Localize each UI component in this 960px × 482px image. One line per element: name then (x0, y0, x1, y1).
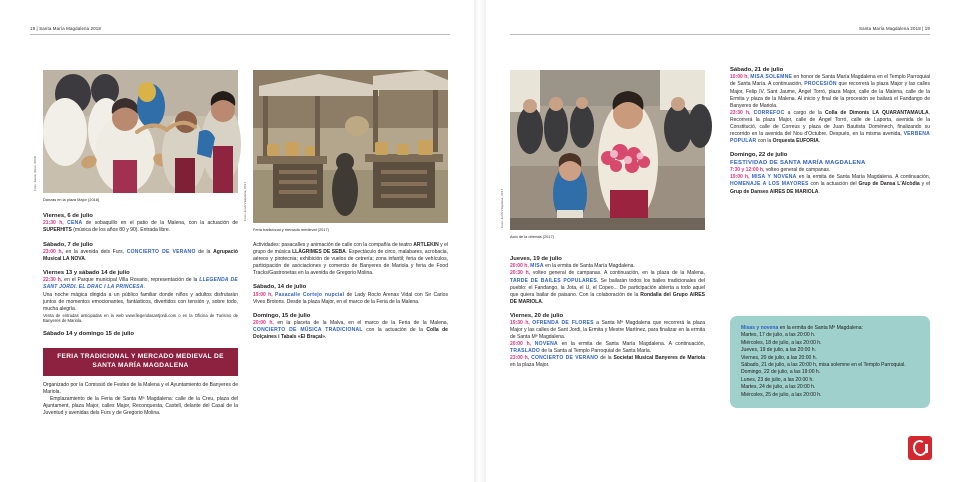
greenbox-item: Lunes, 23 de julio, a las 20:00 h. (741, 376, 814, 383)
entry-event: CONCIERTO DE MÚSICA TRADICIONAL (253, 327, 363, 334)
festivity-subtitle: FESTIVIDAD DE SANTA MARÍA MAGDALENA (730, 160, 866, 167)
entry-text: . (324, 334, 327, 341)
entry-event: MISA SOLEMNE (750, 74, 793, 81)
text-column-2 (253, 242, 448, 341)
entry-note: Venta de entradas anticipadas en la web www.llegendasantjordi.com o en la Oficina de Turismo de Banyeres de Mariola. (43, 312, 238, 324)
entry-hour: 19:30 h, (510, 320, 530, 327)
entry-hour: 21:30 h, (43, 220, 64, 227)
entry-event: Pasacalle Cortejo nupcial (274, 291, 345, 298)
logo-bar-shape (925, 444, 928, 453)
entry-text: Actividades: pasacalles y animación de calle con la compañía de teatro (253, 242, 414, 248)
greenbox-item: Martes, 24 de julio, a las 20:00 h. (741, 384, 816, 391)
entry-event-2: TRASLADO (510, 348, 541, 355)
photo-credit-1: Foto: Javier Abós, 2018 (33, 156, 37, 191)
day-heading: Viernes, 6 de julio (43, 213, 93, 219)
entry-text: . (541, 298, 544, 305)
greenbox-item: Sábado, 21 de julio, a las 20:00 h, misa solemne en el Templo Parroquial. (741, 362, 906, 369)
entry-text: volteo general de campanas. (764, 167, 831, 174)
entry-hour: 20:00 h, (253, 320, 274, 327)
entry-text: en la ermita de Santa María Magdalena. A continuación, (796, 174, 931, 181)
greenbox-item: Domingo, 22 de julio, a las 19:00 h. (741, 369, 821, 376)
entry-text: con la actuación de la (362, 327, 427, 334)
banner-note-2: Emplazamiento de la Feria de Santa Mª Magdalena: calle de la Creu, plaza del Ajuntament, plaza Major, calles Major, Reconquesta, Castell, delante del Casal de la Juventud y avenidas dels Furs y de Gregorio Molina. (43, 396, 238, 417)
text-column-3 (510, 255, 705, 369)
page-gutter-shadow (474, 0, 486, 482)
day-heading: Sábado, 7 de julio (43, 241, 93, 248)
entry-strong: LLÀGRIMES DE SEBA (292, 249, 346, 256)
entry-strong-2: Orquesta EUFORIA (772, 137, 819, 144)
entry-event-2: PROCESIÓN (804, 81, 837, 88)
entry-strong: Societat Musical Banyeres de Mariola (613, 355, 706, 362)
photo-dance-plaza-major (33, 70, 238, 193)
entry-text: en honor de Santa María Magdalena en el Templo Parroquial de Santa María. A continuación, (730, 74, 930, 88)
running-head-right: Santa María Magdalena 2018 | 19 (859, 26, 930, 31)
masses-novena-box (730, 316, 930, 408)
header-rule-right (510, 34, 930, 35)
entry-text: en la plaza Major. (510, 362, 550, 369)
entry-hour: 19:00 h, (730, 174, 750, 181)
entry-text: volteo general de campanas. A continuación, en la plaza de la Malena, (530, 270, 705, 277)
entry-hour: 22:30 h, (43, 277, 63, 284)
entry-text: de la (195, 248, 214, 255)
photo-caption-2: Feria tradicional y mercado medieval (2017) (253, 227, 329, 232)
entry-event: MISA Y NOVENA (751, 174, 797, 181)
entry-strong: ARTLEKIN (413, 242, 439, 248)
entry-text: . (818, 137, 821, 144)
entry-paragraph (510, 355, 705, 369)
entry-text: y el grupo de música (253, 242, 448, 256)
entry-hour: 20:30 h, (510, 270, 531, 277)
entry-paragraph (730, 74, 930, 109)
entry-text: . (818, 188, 820, 195)
entry-paragraph (253, 320, 448, 341)
entry-text: . Se bailarán todos los bailes tradicionales del pueblo: el Fandango, la Jota, el U, el Copeo... De participación abierta a todo aquel que quiera bailar de paisano. Con la colaboración de la (510, 277, 706, 298)
entry-text: de la Santa al Templo Parroquial de Santa María. (540, 348, 652, 355)
text-column-4 (730, 66, 930, 196)
publisher-logo (908, 436, 932, 460)
entry-text: en la avenida dels Furs, (62, 248, 127, 255)
entry-text: en la ermita de Santa María Magdalena. A continuación, (557, 341, 705, 348)
entry-description: Una noche mágica dirigida a un público familiar donde niños y adultos disfrutarán juntos de momentos emocionantes, fantásticos, divertidos con tensión y, sobre todo, mucha alegría. (43, 291, 238, 312)
entry-text: de sobaquillo en el patio de la Malena, con la actuación de (82, 220, 238, 227)
page-right (480, 0, 960, 482)
day-heading: Jueves, 19 de julio (510, 256, 562, 262)
greenbox-item: Viernes, 20 de julio, a las 20:00 h. (741, 354, 817, 361)
text-column-1-after-banner (43, 382, 238, 417)
entry-event: TARDE DE BAILES POPULARES (510, 277, 597, 284)
entry-text: de Lady Rocío Arenas Vidal con Sir Carlos Vives Brotons. Desde la plaza Major, en el marco de la Feria de la Malena. (253, 291, 448, 305)
photo-credit-2: Foto: Jordi Vilaplana, 2017 (243, 181, 247, 221)
header-rule-left (30, 34, 450, 35)
greenbox-title-rest: en la ermita de Santa Mª Magdalena: (778, 325, 863, 331)
photo-medieval-market (243, 70, 448, 223)
entry-strong: Colla de Dolçaines i Tabals «El Braçal» (253, 327, 448, 341)
entry-paragraph (730, 110, 930, 145)
greenbox-title: Misas y novena (741, 325, 779, 331)
entry-hour: 23:00 h, (43, 248, 63, 255)
entry-hour: 23:00 h, (510, 355, 530, 362)
greenbox-item: Jueves, 19 de julio, a las 20:00 h. (741, 347, 816, 354)
day-heading: Viernes, 20 de julio (510, 312, 564, 319)
entry-event: CORREFOC (753, 109, 785, 116)
entry-text: en el Parque municipal Villa Rosario, representación de la (62, 277, 200, 284)
entry-paragraph (510, 270, 705, 305)
day-heading: Sábado, 14 de julio (253, 284, 307, 291)
entry-paragraph (730, 167, 930, 174)
day-heading: Viernes 13 y sábado 14 de julio (43, 270, 130, 276)
photo-ofrenda-de-flores (500, 70, 705, 230)
entry-strong: SUPERHITS (43, 227, 72, 234)
entry-text: y el (919, 181, 930, 188)
entry-paragraph (253, 292, 448, 306)
text-column-1 (43, 212, 238, 338)
entry-hour: 10:00 h, (730, 74, 749, 81)
running-head-left: 18 | Santa María Magdalena 2018 (30, 26, 101, 31)
entry-event: NOVENA (534, 341, 558, 348)
entry-strong: Grup de Dansa L'Alcòdia (858, 181, 920, 188)
entry-hour: 7:30 y 12:00 h, (730, 167, 765, 174)
greenbox-title-line (741, 325, 919, 332)
entry-text: de la (598, 355, 614, 362)
entry-event: OFRENDA DE FLORES (532, 320, 594, 327)
entry-hour: 19:00 h, (253, 291, 273, 298)
entry-paragraph (510, 320, 705, 341)
entry-paragraph (43, 249, 238, 263)
entry-event: MISA (530, 263, 544, 270)
entry-text: que recorrerá la plaza Major y las calles Major, Felip IV, Sant Jaume, Àngel Torró, plaza Major, calle de la Malena, calle de la Ermita y plaza de la Malena. Al inicio y final de la procesión se bailará el Fandango de Banyeres de Mariola. (730, 81, 930, 109)
entry-event: CONCIERTO DE VERANO (531, 355, 599, 362)
entry-paragraph (730, 174, 930, 195)
entry-event-italic: LLEGENDA DE SANT JORDI. EL DRAC I LA PRINCESA (43, 277, 238, 291)
entry-paragraph (510, 341, 705, 355)
entry-hour: 20:00 h, (510, 341, 532, 348)
entry-paragraph (43, 277, 238, 291)
entry-strong-2: Grup de Danses AIRES DE MARIOLA (730, 188, 819, 195)
entry-paragraph (43, 220, 238, 234)
photo-credit-3: Foto: Jordi Vilaplana, 2017 (500, 188, 504, 228)
greenbox-item: Martes, 17 de julio, a las 20:00 h. (741, 332, 816, 339)
entry-text: a Santa Mª Magdalena que recorrerá la plaza Major y las calles de Sant Jordi, la Ermita y Mestre Martínez, para finalizar en la ermita de Santa Mª Magdalena. (510, 320, 705, 341)
entry-text: . Espectáculo de circo, malabares, acrobacia, aéreos y pirotecnia; exhibición de vuelos de cetrería; zona infantil; feria de vehículos, participación de asociaciones y comercio de Banyeres de Mariola y feria de Food Tracks/Gastronetas en la avenida de Gregorio Molina. (253, 249, 448, 277)
entry-text: . (143, 284, 145, 291)
entry-text: en la ermita de Santa María Magdalena. (543, 263, 635, 270)
photo-caption-1: Danzas en la plaza Major (2018) (43, 197, 100, 202)
day-heading: Domingo, 15 de julio (253, 312, 311, 319)
entry-hour: 20:00 h, (510, 263, 529, 270)
entry-text: con la actuación del (808, 181, 859, 188)
day-heading: Sábado 14 y domingo 15 de julio (43, 330, 135, 337)
photo-caption-3: Acto de la ofrenda (2017) (510, 234, 554, 239)
entry-event-3: VERBENA POPULAR (730, 130, 930, 144)
entry-event: CENA (67, 220, 83, 227)
day-heading: Sábado, 21 de julio (730, 67, 784, 73)
entry-text: (música de los años 80 y 90). Entrada libre. (71, 227, 171, 234)
entry-strong: Rondalla del Grupo AIRES DE MARIOLA (510, 291, 705, 305)
entry-text: en la placeta de la Malva, en el marco de la Feria de la Malena, (273, 320, 448, 327)
banner-note-1: Organizado por la Comissió de Festes de la Malena y el Ayuntamiento de Banyeres de Mariola. (43, 382, 238, 396)
greenbox-item: Miércoles, 18 de julio, a las 20:00 h. (741, 339, 822, 346)
greenbox-item: Miércoles, 25 de julio, a las 20:00 h. (741, 391, 822, 398)
entry-hour: 23:30 h, (730, 109, 751, 116)
entry-strong: Agrupació Musical LA NOVA (43, 248, 238, 262)
day-heading: Domingo, 22 de julio (730, 151, 788, 158)
entry-event-2: HOMENAJE A LOS MAYORES (730, 181, 809, 188)
feria-activities (253, 242, 448, 277)
entry-event: CONCIERTO DE VERANO (126, 248, 196, 255)
entry-text: . Recorrerá la plaza Major, calle de Àngel Torró, calle de Laporta, avenida de la Constitució, calle de Correus y plaza de Juan Bautista Doménech, finalizando su recorrido en la avenida del Nou d'Octubre. Después, en la misma avenida, (730, 109, 930, 137)
entry-text: . (84, 255, 87, 262)
entry-text: a cargo de la (784, 109, 825, 116)
entry-strong: Colla de Dimonis LA QUARANTAMAULA (824, 109, 929, 116)
entry-text: con la (756, 137, 773, 144)
entry-paragraph (510, 263, 705, 270)
feria-banner: FERIA TRADICIONAL Y MERCADO MEDIEVAL DE SANTA MARÍA MAGDALENA (43, 348, 238, 376)
